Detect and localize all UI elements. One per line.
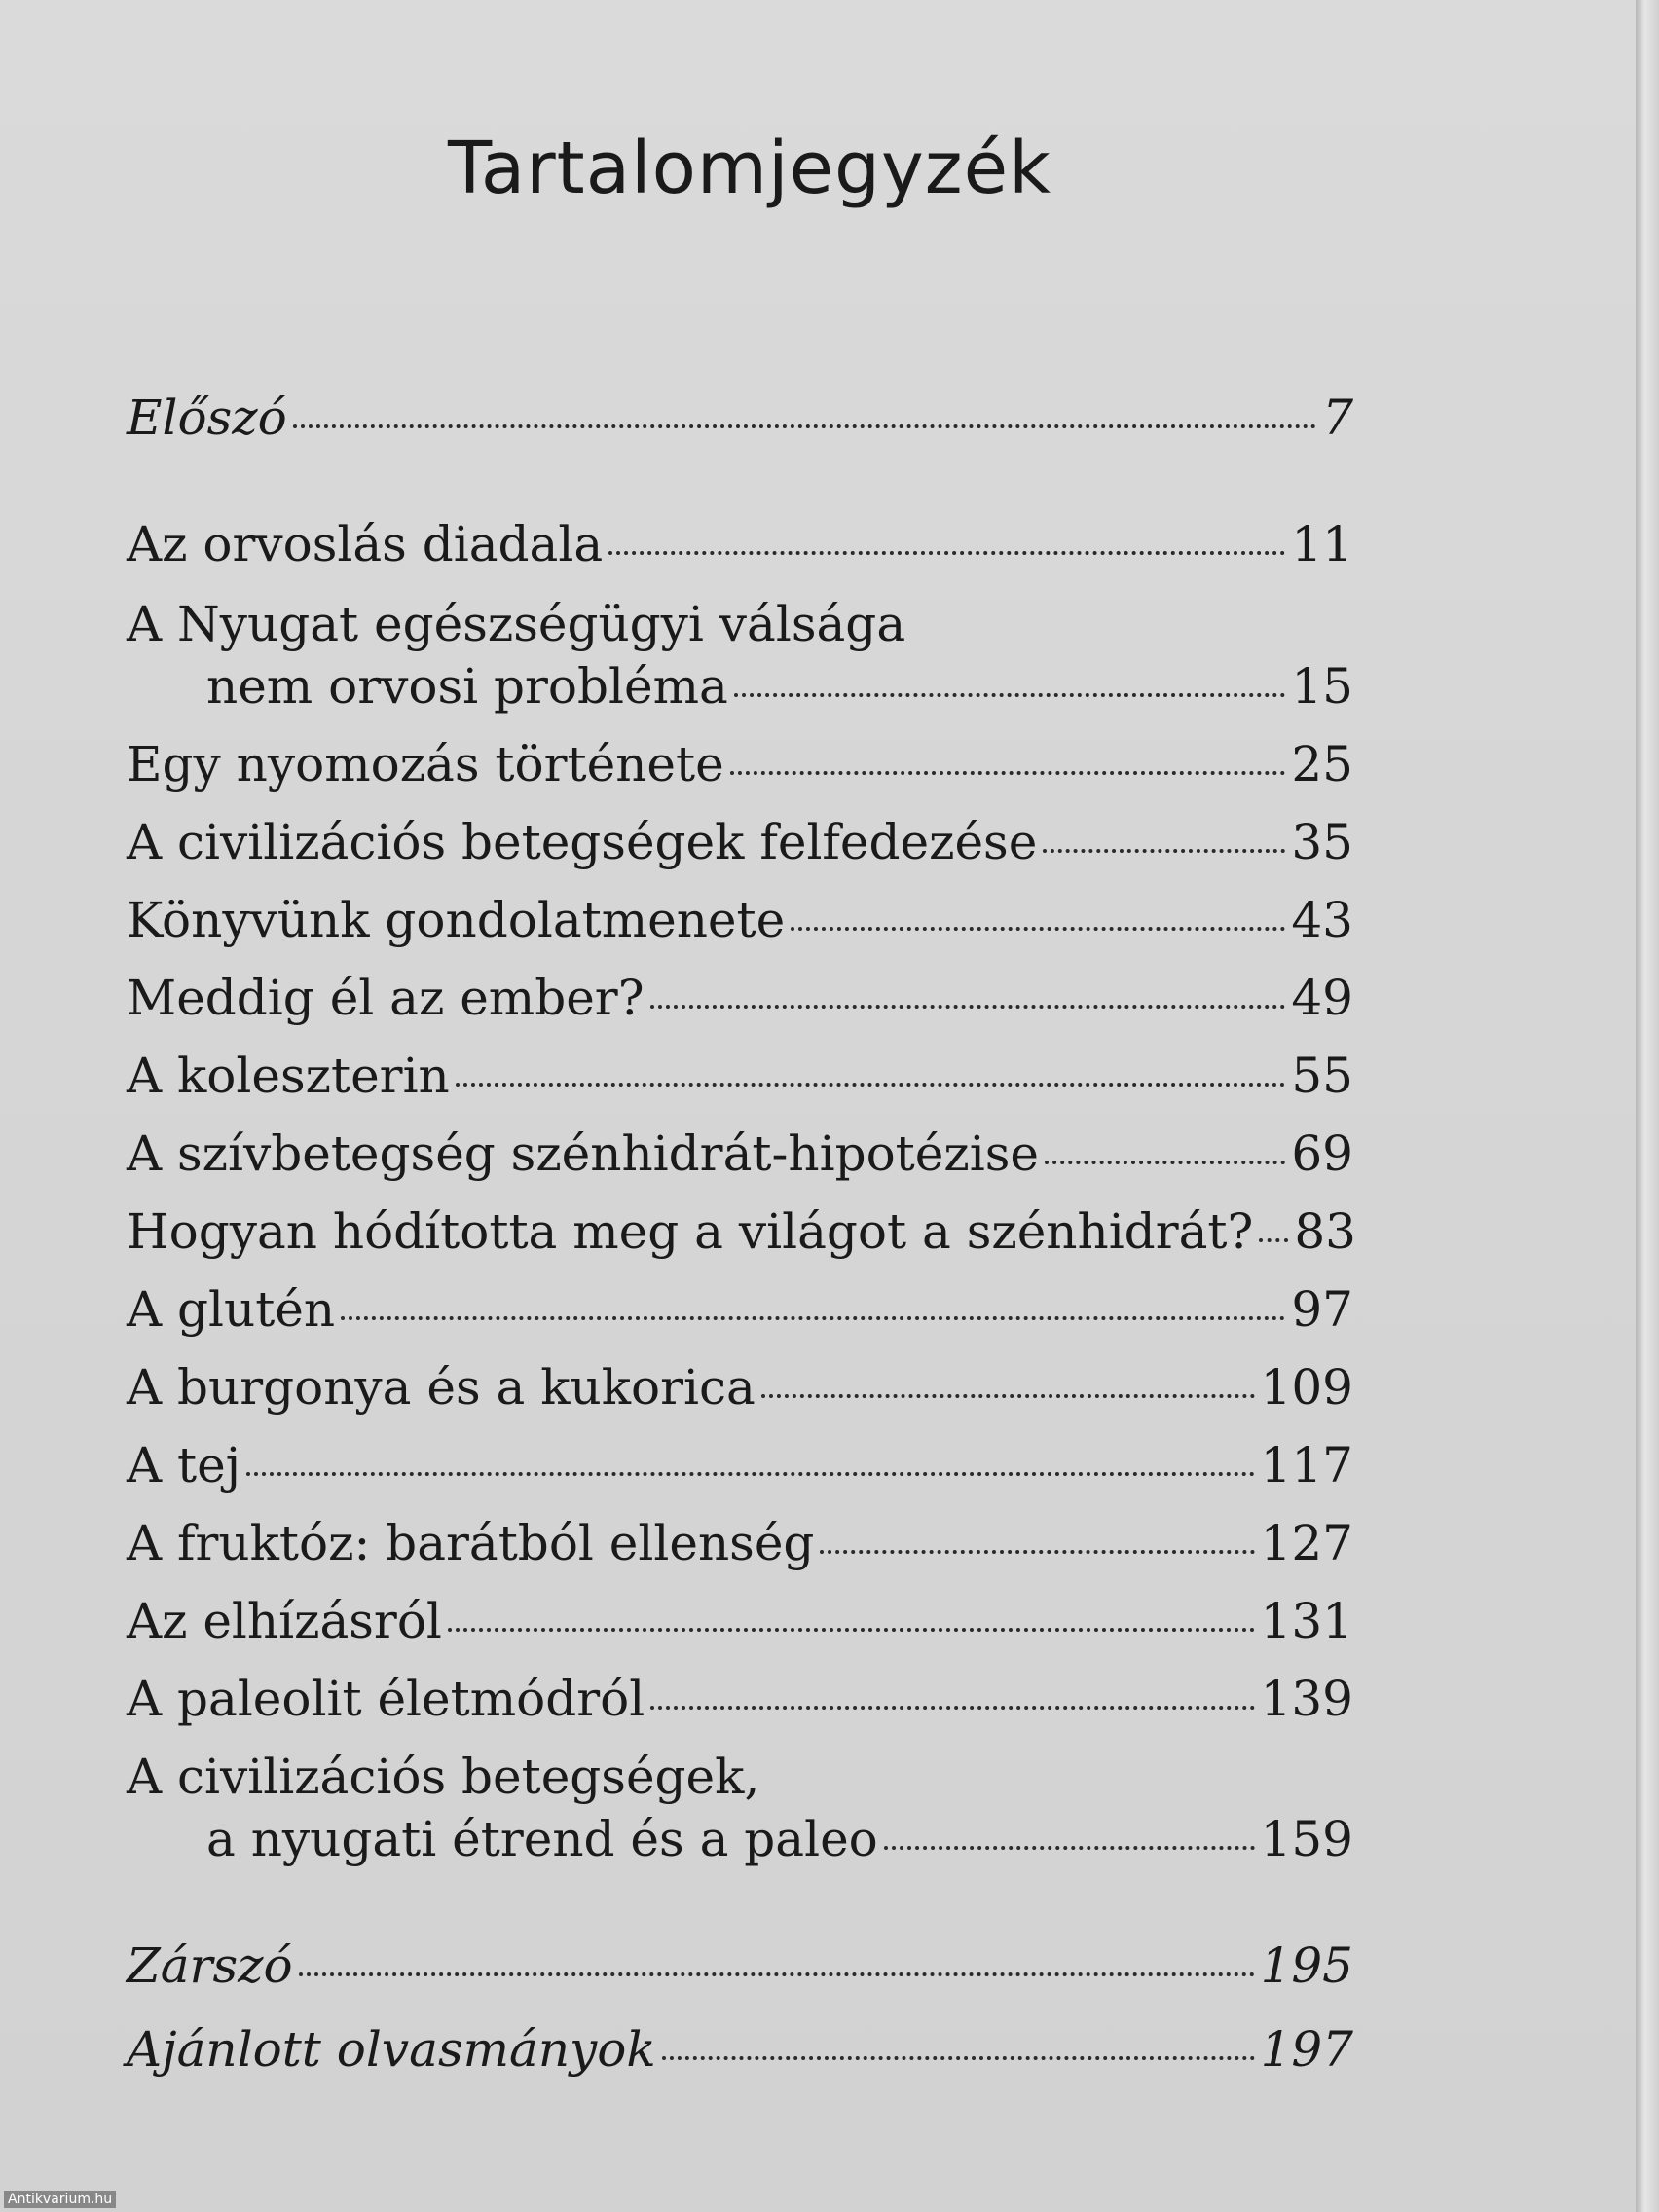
- dot-leader: [761, 1394, 1255, 1398]
- toc-entry-label: Előszó: [127, 389, 287, 446]
- toc-entry-label: Könyvünk gondolatmenete: [127, 892, 786, 948]
- toc-entry: [127, 1359, 1353, 1416]
- toc-entry-page: 97: [1291, 1281, 1353, 1338]
- toc-entry: [127, 736, 1353, 793]
- page-title: Tartalomjegyzék: [447, 127, 1052, 210]
- toc-entry-label: Hogyan hódította meg a világot a szénhidrát?: [127, 1203, 1254, 1260]
- watermark: Antikvarium.hu: [4, 2191, 116, 2208]
- toc-entry: [127, 516, 1353, 572]
- toc-entry-label: A tej: [127, 1437, 241, 1493]
- page-edge: [1636, 0, 1659, 2212]
- toc-entry: [127, 970, 1353, 1026]
- toc-entry-continuation: [127, 658, 1353, 715]
- dot-leader: [1259, 1238, 1288, 1242]
- dot-leader: [1045, 1161, 1285, 1164]
- toc-entry-label: a nyugati étrend és a paleo: [206, 1811, 878, 1867]
- toc-entry: [127, 1203, 1356, 1260]
- dot-leader: [246, 1472, 1254, 1476]
- toc-entry: [127, 1437, 1353, 1493]
- toc-entry: [127, 1515, 1353, 1571]
- toc-entry-label: A fruktóz: barátból ellenség: [127, 1515, 815, 1571]
- toc-entry-label: A paleolit életmódról: [127, 1671, 645, 1727]
- toc-entry-page: 139: [1260, 1671, 1353, 1727]
- toc-entry-label: Az elhízásról: [127, 1593, 442, 1649]
- toc-entry-page: 109: [1260, 1359, 1353, 1416]
- toc-entry: [127, 1593, 1353, 1649]
- dot-leader: [650, 1706, 1254, 1710]
- toc-entry: [127, 1281, 1353, 1338]
- toc-entry-label: A glutén: [127, 1281, 336, 1338]
- toc-entry-label: A szívbetegség szénhidrát-hipotézise: [127, 1125, 1039, 1182]
- toc-entry-page: 35: [1291, 814, 1353, 870]
- dot-leader: [608, 551, 1285, 555]
- toc-entry-eloszo: [127, 389, 1353, 446]
- toc-entry-zarszo: [127, 1937, 1353, 1994]
- toc-entry-page: 117: [1260, 1437, 1353, 1493]
- toc-entry-label: Egy nyomozás története: [127, 736, 724, 793]
- toc-entry-label: Ajánlott olvasmányok: [127, 2021, 656, 2078]
- toc-entry-page: 55: [1291, 1048, 1353, 1104]
- toc-entry-label: A civilizációs betegségek felfedezése: [127, 814, 1038, 870]
- toc-entry-ajanlott: [127, 2021, 1353, 2078]
- dot-leader: [820, 1550, 1254, 1554]
- toc-entry-label: A burgonya és a kukorica: [127, 1359, 756, 1416]
- dot-leader: [448, 1628, 1255, 1632]
- toc-entry-label: A Nyugat egészségügyi válsága: [127, 596, 906, 652]
- toc-entry-label: A koleszterin: [127, 1048, 450, 1104]
- toc-entry-label: nem orvosi probléma: [206, 658, 728, 715]
- toc-entry: [127, 1671, 1353, 1727]
- toc-entry-page: 197: [1260, 2021, 1353, 2078]
- toc-entry-page: 69: [1291, 1125, 1353, 1182]
- dot-leader: [650, 1005, 1286, 1009]
- dot-leader: [456, 1083, 1286, 1087]
- dot-leader: [341, 1316, 1285, 1320]
- toc-entry: [127, 814, 1353, 870]
- dot-leader: [884, 1846, 1255, 1850]
- dot-leader: [299, 1972, 1255, 1976]
- toc-entry-page: 49: [1291, 970, 1353, 1026]
- dot-leader: [734, 693, 1286, 697]
- toc-entry-page: 43: [1291, 892, 1353, 948]
- toc-entry-label: Az orvoslás diadala: [127, 516, 604, 572]
- dot-leader: [1043, 849, 1285, 853]
- toc-entry-label: Meddig él az ember?: [127, 970, 645, 1026]
- toc-entry-page: 131: [1260, 1593, 1353, 1649]
- dot-leader: [293, 424, 1316, 428]
- dot-leader: [730, 771, 1286, 775]
- toc-entry-page: 25: [1291, 736, 1353, 793]
- toc-entry: [127, 892, 1353, 948]
- toc-entry: [127, 1125, 1353, 1182]
- toc-entry: [127, 1048, 1353, 1104]
- toc-entry-page: 15: [1291, 658, 1353, 715]
- toc-entry-page: 11: [1291, 516, 1353, 572]
- toc-entry-page: 127: [1260, 1515, 1353, 1571]
- toc-entry-label: A civilizációs betegségek,: [127, 1749, 760, 1805]
- toc-entry-first-line: [127, 1749, 1353, 1805]
- toc-entry-continuation: [127, 1811, 1353, 1867]
- toc-entry-page: 83: [1294, 1203, 1356, 1260]
- dot-leader: [662, 2056, 1255, 2060]
- toc-entry-page: 7: [1322, 389, 1353, 446]
- toc-entry-first-line: [127, 596, 1353, 652]
- toc-entry-page: 195: [1260, 1937, 1353, 1994]
- dot-leader: [791, 927, 1285, 931]
- toc-entry-label: Zárszó: [127, 1937, 293, 1994]
- toc-entry-page: 159: [1260, 1811, 1353, 1867]
